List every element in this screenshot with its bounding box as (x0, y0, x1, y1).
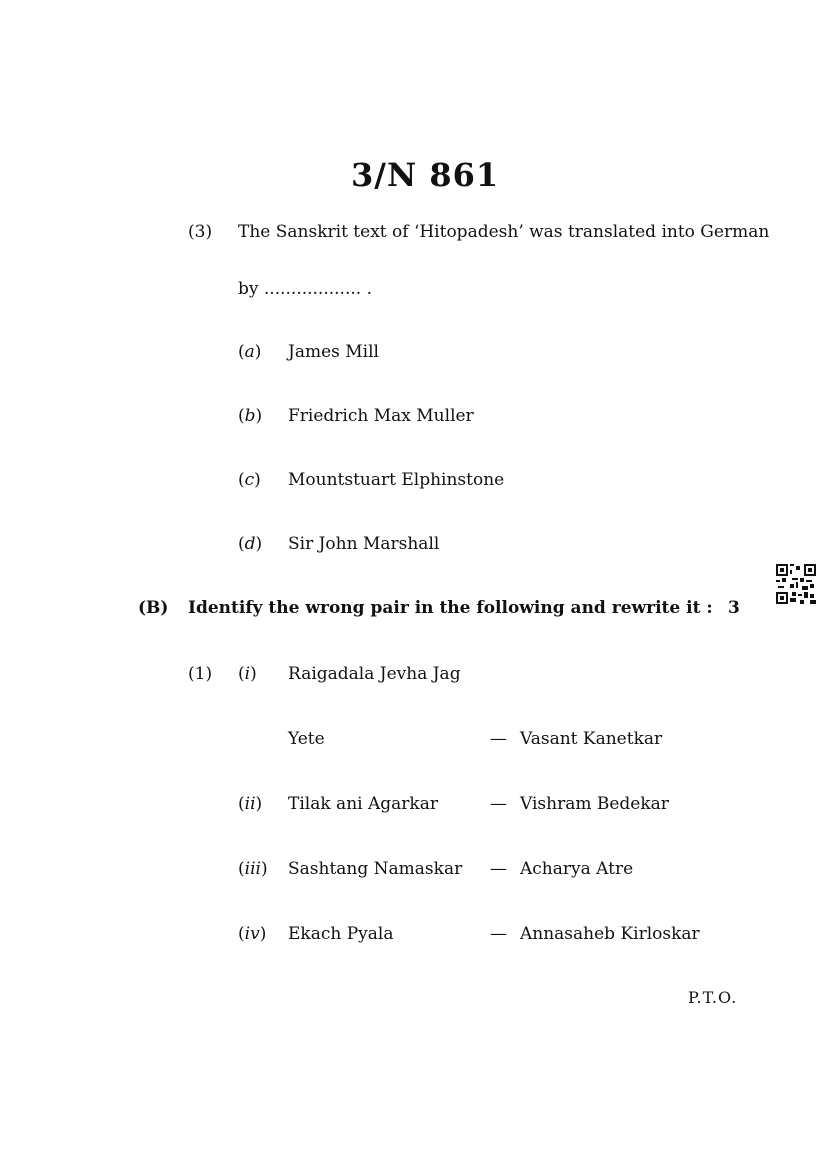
pto-footer: P.T.O. (688, 988, 738, 1007)
pair-right-i: Vasant Kanetkar (520, 729, 663, 749)
option-text-d: Sir John Marshall (288, 534, 440, 554)
pair-left-iii: Sashtang Namaskar (288, 859, 463, 879)
pair-label-i: (i) (238, 664, 257, 684)
section-label: (B) (138, 598, 169, 618)
pair-left-i-line1: Raigadala Jevha Jag (288, 664, 461, 684)
pair-dash: — (490, 859, 507, 879)
option-text-c: Mountstuart Elphinstone (288, 470, 505, 490)
option-label-a: (a) (238, 342, 262, 362)
pair-dash: — (490, 794, 507, 814)
pair-left-ii: Tilak ani Agarkar (288, 794, 438, 814)
page-title: 3/N 861 (351, 156, 500, 194)
pair-right-ii: Vishram Bedekar (520, 794, 669, 814)
pair-dash: — (490, 924, 507, 944)
pair-label-ii: (ii) (238, 794, 263, 814)
sub-question-number: (1) (188, 664, 213, 684)
pair-left-iv: Ekach Pyala (288, 924, 394, 944)
marks: 3 (728, 598, 740, 618)
pair-left-i-line2: Yete (288, 729, 325, 749)
question-text-line1: The Sanskrit text of ‘Hitopadesh’ was translated into German (238, 222, 770, 242)
question-text-line2: by .................. . (238, 279, 372, 299)
option-label-d: (d) (238, 534, 263, 554)
option-text-b: Friedrich Max Muller (288, 406, 474, 426)
option-label-c: (c) (238, 470, 261, 490)
pair-label-iii: (iii) (238, 859, 268, 879)
option-text-a: James Mill (288, 342, 379, 362)
pair-right-iii: Acharya Atre (520, 859, 634, 879)
section-instruction: Identify the wrong pair in the following and rewrite it : (188, 598, 713, 618)
qr-code-icon (776, 564, 816, 604)
pair-label-iv: (iv) (238, 924, 267, 944)
question-number: (3) (188, 222, 213, 242)
pair-dash: — (490, 729, 507, 749)
pair-right-iv: Annasaheb Kirloskar (520, 924, 700, 944)
option-label-b: (b) (238, 406, 263, 426)
